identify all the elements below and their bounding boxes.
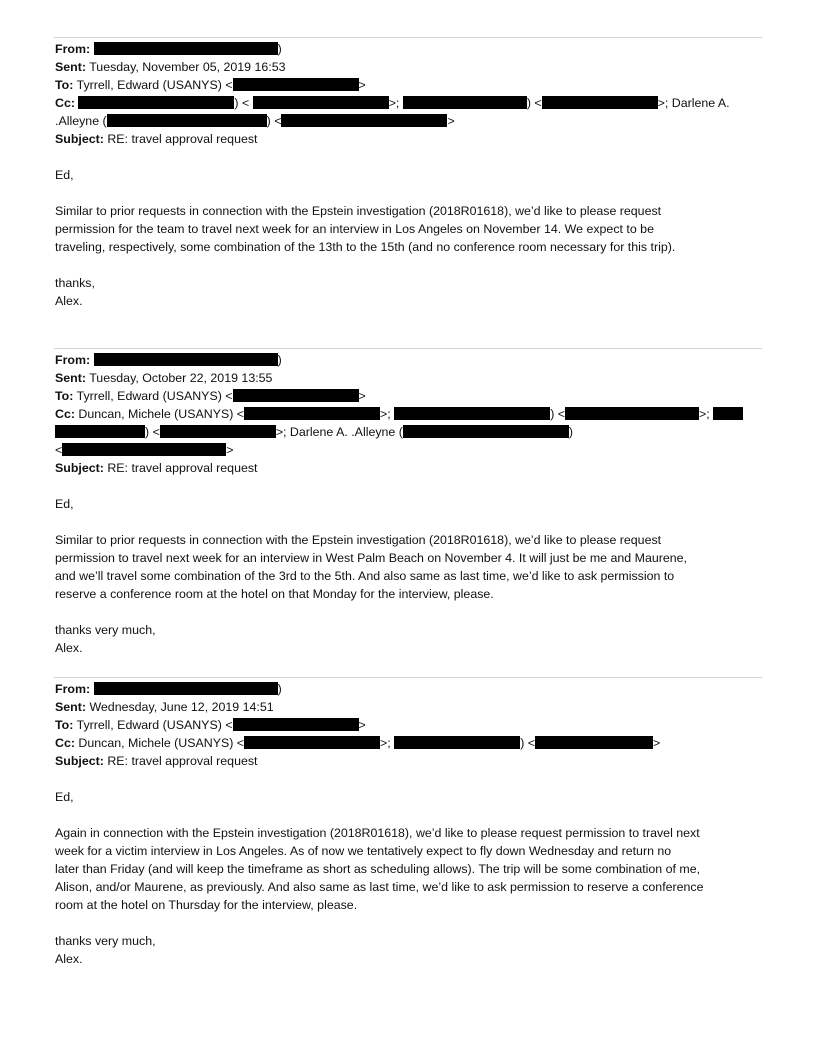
redaction-block: [281, 114, 447, 127]
redaction-block: [535, 736, 653, 749]
cc-label: Cc:: [55, 96, 75, 110]
cc-text: ): [568, 425, 574, 439]
cc-line: [55, 734, 763, 752]
email-message-3: [55, 680, 763, 968]
sent-label: Sent:: [55, 371, 86, 385]
to-line: [55, 76, 763, 94]
body-line: Similar to prior requests in connection with the Epstein investigation (2018R01618), we’d like to please request: [55, 204, 662, 218]
cc-text: ) <: [234, 96, 250, 110]
from-suffix: ): [277, 682, 282, 696]
from-label: From:: [55, 42, 91, 56]
closing: thanks very much,: [55, 934, 156, 948]
redaction-block: [94, 353, 278, 366]
redaction-block: [394, 407, 550, 420]
signature: Alex.: [55, 294, 83, 308]
body-line: room at the hotel on Thursday for the interview, please.: [55, 898, 358, 912]
cc-label: Cc:: [55, 407, 75, 421]
greeting: Ed,: [55, 497, 74, 511]
subject-label: Subject:: [55, 754, 104, 768]
sent-line: [55, 369, 763, 387]
sent-line: [55, 58, 763, 76]
to-label: To:: [55, 78, 74, 92]
signature: Alex.: [55, 952, 83, 966]
redaction-block: [244, 407, 380, 420]
body-line: traveling, respectively, some combination of the 13th to the 15th (and no conference room necessary for this trip).: [55, 240, 676, 254]
to-suffix: >: [358, 389, 366, 403]
redaction-block: [94, 682, 278, 695]
subject-line: [55, 459, 763, 477]
cc-text: ) <: [526, 96, 542, 110]
message-divider: [54, 37, 762, 38]
redaction-block: [542, 96, 658, 109]
to-line: [55, 387, 763, 405]
from-label: From:: [55, 353, 91, 367]
closing: thanks,: [55, 276, 95, 290]
body-line: later than Friday (and will keep the timeframe as short as scheduling allows). The trip will be some combination of me,: [55, 862, 701, 876]
cc-recipient: Duncan, Michele (USANYS) <: [78, 407, 245, 421]
to-recipient: Tyrrell, Edward (USANYS) <: [76, 718, 233, 732]
message-divider: [54, 348, 762, 349]
sent-label: Sent:: [55, 60, 86, 74]
cc-line: [55, 405, 763, 423]
from-label: From:: [55, 682, 91, 696]
subject-text: RE: travel approval request: [107, 754, 258, 768]
cc-text: >; Darlene A.: [657, 96, 730, 110]
from-line: [55, 680, 763, 698]
redaction-block: [713, 407, 743, 420]
cc-line-continued: [55, 112, 763, 130]
cc-text: >; Darlene A. .Alleyne (: [275, 425, 403, 439]
redaction-block: [233, 78, 359, 91]
to-label: To:: [55, 389, 74, 403]
cc-text: >: [447, 114, 455, 128]
redaction-block: [107, 114, 267, 127]
redaction-block: [160, 425, 276, 438]
cc-text: >;: [380, 736, 391, 750]
to-line: [55, 716, 763, 734]
closing: thanks very much,: [55, 623, 156, 637]
cc-recipient: Duncan, Michele (USANYS) <: [78, 736, 245, 750]
redaction-block: [62, 443, 226, 456]
to-suffix: >: [358, 718, 366, 732]
cc-text: >;: [380, 407, 391, 421]
cc-line: [55, 94, 763, 112]
redaction-block: [94, 42, 278, 55]
body-line: week for a victim interview in Los Angeles. As of now we tentatively expect to fly down Wednesday and return no: [55, 844, 672, 858]
redaction-block: [233, 389, 359, 402]
subject-text: RE: travel approval request: [107, 461, 258, 475]
cc-text: ) <: [520, 736, 535, 750]
cc-text: .Alleyne (: [55, 114, 107, 128]
cc-text: >;: [699, 407, 710, 421]
cc-line-continued: [55, 441, 763, 459]
to-recipient: Tyrrell, Edward (USANYS) <: [76, 389, 233, 403]
sent-label: Sent:: [55, 700, 86, 714]
redaction-block: [253, 96, 389, 109]
redaction-block: [394, 736, 520, 749]
email-message-1: [55, 40, 763, 310]
body-line: permission to travel next week for an interview in West Palm Beach on November 4. It will just be me and Maurene,: [55, 551, 687, 565]
body-line: Similar to prior requests in connection with the Epstein investigation (2018R01618), we’d like to please request: [55, 533, 662, 547]
body-line: Alison, and/or Maurene, as previously. And also same as last time, we’d like to ask permission to reserve a conference: [55, 880, 704, 894]
message-divider: [54, 677, 762, 678]
subject-label: Subject:: [55, 132, 104, 146]
from-line: [55, 351, 763, 369]
body-line: Again in connection with the Epstein investigation (2018R01618), we’d like to please request permission to travel next: [55, 826, 700, 840]
body-line: permission for the team to travel next week for an interview in Los Angeles on November 14. We expect to be: [55, 222, 654, 236]
subject-line: [55, 752, 763, 770]
redaction-block: [244, 736, 380, 749]
redaction-block: [55, 425, 145, 438]
sent-date: Wednesday, June 12, 2019 14:51: [89, 700, 274, 714]
subject-text: RE: travel approval request: [107, 132, 258, 146]
redaction-block: [403, 96, 527, 109]
body-line: and we’ll travel some combination of the 3rd to the 5th. And also same as last time, we’d like to ask permission to: [55, 569, 675, 583]
cc-label: Cc:: [55, 736, 75, 750]
sent-line: [55, 698, 763, 716]
subject-line: [55, 130, 763, 148]
subject-label: Subject:: [55, 461, 104, 475]
to-recipient: Tyrrell, Edward (USANYS) <: [76, 78, 233, 92]
to-label: To:: [55, 718, 74, 732]
cc-text: <: [55, 443, 63, 457]
redaction-block: [403, 425, 569, 438]
from-suffix: ): [277, 353, 282, 367]
from-suffix: ): [277, 42, 282, 56]
greeting: Ed,: [55, 790, 74, 804]
redaction-block: [78, 96, 234, 109]
redaction-block: [565, 407, 699, 420]
cc-text: >;: [388, 96, 400, 110]
from-line: [55, 40, 763, 58]
cc-text: ) <: [145, 425, 160, 439]
redaction-block: [233, 718, 359, 731]
cc-line-continued: [55, 423, 763, 441]
sent-date: Tuesday, November 05, 2019 16:53: [89, 60, 286, 74]
greeting: Ed,: [55, 168, 74, 182]
cc-text: >: [653, 736, 661, 750]
to-suffix: >: [358, 78, 366, 92]
cc-text: >: [226, 443, 234, 457]
sent-date: Tuesday, October 22, 2019 13:55: [89, 371, 273, 385]
cc-text: ) <: [266, 114, 282, 128]
cc-text: ) <: [550, 407, 565, 421]
signature: Alex.: [55, 641, 83, 655]
email-message-2: [55, 351, 763, 657]
body-line: reserve a conference room at the hotel on that Monday for the interview, please.: [55, 587, 494, 601]
